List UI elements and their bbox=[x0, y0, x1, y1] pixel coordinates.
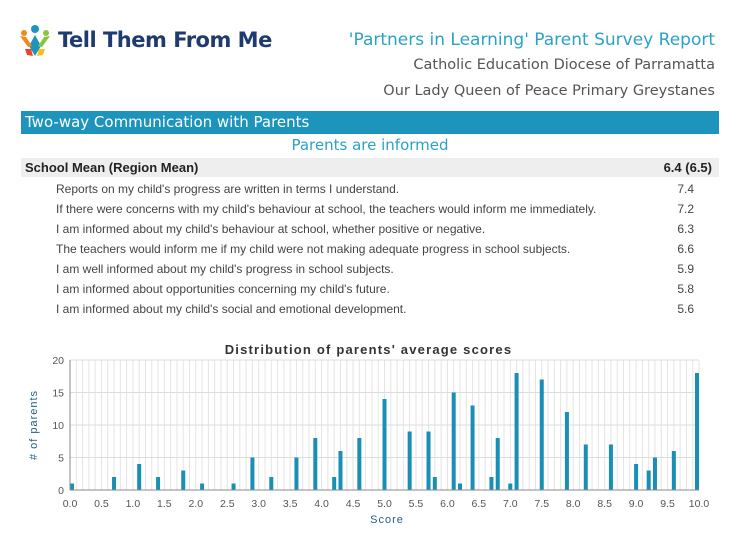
school-mean-value: 6.4 (6.5) bbox=[663, 160, 712, 175]
item-score: 6.3 bbox=[677, 222, 694, 236]
chart-title: Distribution of parents' average scores bbox=[224, 342, 513, 357]
survey-item bbox=[56, 199, 706, 219]
subsection-title: Parents are informed bbox=[291, 136, 449, 154]
x-tick-label: 5.0 bbox=[377, 498, 392, 510]
x-tick-label: 8.5 bbox=[597, 498, 612, 510]
y-tick-label: 5 bbox=[58, 452, 64, 465]
histogram-bar bbox=[609, 445, 613, 491]
histogram-bar bbox=[672, 451, 676, 490]
score-distribution-chart bbox=[0, 350, 737, 536]
x-tick-label: 4.0 bbox=[314, 498, 329, 510]
histogram-bar bbox=[471, 406, 475, 491]
survey-item bbox=[56, 259, 706, 279]
histogram-bar bbox=[540, 380, 544, 491]
section-title: Two-way Communication with Parents bbox=[21, 111, 719, 134]
y-tick-label: 20 bbox=[52, 355, 64, 367]
item-score: 7.2 bbox=[677, 202, 694, 216]
school-mean-row bbox=[21, 158, 719, 177]
x-tick-label: 9.5 bbox=[660, 498, 675, 510]
survey-item bbox=[56, 299, 706, 319]
histogram-bar bbox=[653, 458, 657, 491]
histogram-bar bbox=[156, 477, 160, 490]
people-logo-icon bbox=[18, 22, 52, 58]
histogram-bar bbox=[357, 438, 361, 490]
x-tick-label: 0.5 bbox=[94, 498, 109, 510]
report-header bbox=[349, 28, 715, 104]
histogram-bar bbox=[181, 471, 185, 491]
item-text: Reports on my child's progress are written in terms I understand. bbox=[56, 182, 400, 196]
item-text: I am informed about my child's behaviour at school, whether positive or negative. bbox=[56, 222, 486, 236]
y-tick-label: 0 bbox=[58, 485, 64, 497]
histogram-bar bbox=[383, 399, 387, 490]
item-text: I am informed about opportunities concerning my child's future. bbox=[56, 282, 390, 296]
x-tick-label: 3.5 bbox=[282, 498, 298, 510]
school-name: Our Lady Queen of Peace Primary Greystanes bbox=[383, 83, 715, 99]
item-text: If there were concerns with my child's behaviour at school, the teachers would inform me immediately. bbox=[56, 202, 597, 216]
survey-item bbox=[56, 179, 706, 199]
y-axis-label: # of parents bbox=[28, 389, 40, 461]
item-score: 7.4 bbox=[677, 182, 694, 196]
report-title: 'Partners in Learning' Parent Survey Report bbox=[348, 30, 715, 50]
histogram-bar bbox=[433, 477, 437, 490]
brand-name: Tell Them From Me bbox=[58, 28, 272, 52]
item-score: 5.9 bbox=[677, 262, 694, 276]
x-tick-label: 1.0 bbox=[125, 498, 141, 510]
organization-name: Catholic Education Diocese of Parramatta bbox=[413, 57, 715, 73]
x-tick-label: 2.0 bbox=[188, 498, 204, 510]
x-axis-label: Score bbox=[370, 514, 404, 526]
histogram-bar bbox=[338, 451, 342, 490]
x-tick-label: 2.5 bbox=[219, 498, 235, 510]
item-text: The teachers would inform me if my child were not making adequate progress in school subjects. bbox=[56, 242, 571, 256]
histogram-bar bbox=[313, 438, 317, 490]
x-tick-label: 9.0 bbox=[628, 498, 644, 510]
survey-item bbox=[56, 279, 706, 299]
x-tick-label: 4.5 bbox=[345, 498, 361, 510]
school-mean-label: School Mean (Region Mean) bbox=[25, 160, 199, 175]
x-tick-label: 0.0 bbox=[62, 498, 78, 510]
histogram-bar bbox=[515, 373, 519, 490]
histogram-bar bbox=[70, 484, 74, 491]
histogram-bar bbox=[496, 438, 500, 490]
histogram-bar bbox=[332, 477, 336, 490]
x-tick-label: 3.0 bbox=[251, 498, 267, 510]
x-tick-label: 10.0 bbox=[688, 498, 710, 510]
x-tick-label: 7.5 bbox=[534, 498, 550, 510]
histogram-bar bbox=[647, 471, 651, 491]
item-score: 5.8 bbox=[677, 282, 694, 296]
x-tick-label: 1.5 bbox=[157, 498, 172, 510]
histogram-bar bbox=[232, 484, 236, 491]
histogram-bar bbox=[458, 484, 462, 491]
histogram-bar bbox=[200, 484, 204, 491]
histogram-bar bbox=[427, 432, 431, 491]
histogram-bar bbox=[112, 477, 116, 490]
x-tick-label: 6.0 bbox=[440, 498, 455, 510]
survey-item bbox=[56, 219, 706, 239]
x-tick-label: 6.5 bbox=[471, 498, 487, 510]
brand-logo bbox=[18, 22, 272, 58]
histogram-bar bbox=[269, 477, 273, 490]
histogram-bar bbox=[250, 458, 254, 491]
histogram-bar bbox=[294, 458, 298, 491]
y-tick-label: 10 bbox=[52, 420, 64, 432]
histogram-bar bbox=[508, 484, 512, 491]
item-score: 6.6 bbox=[677, 242, 694, 256]
item-text: I am well informed about my child's progress in school subjects. bbox=[56, 262, 394, 276]
x-tick-label: 8.0 bbox=[565, 498, 581, 510]
histogram-bar bbox=[584, 445, 588, 491]
x-tick-label: 5.5 bbox=[408, 498, 424, 510]
y-tick-label: 15 bbox=[52, 387, 64, 400]
histogram-bar bbox=[565, 412, 569, 490]
survey-item bbox=[56, 239, 706, 259]
x-tick-label: 7.0 bbox=[502, 498, 518, 510]
survey-items bbox=[56, 179, 706, 319]
item-score: 5.6 bbox=[677, 302, 694, 316]
histogram-bar bbox=[137, 464, 141, 490]
histogram-bar bbox=[452, 393, 456, 491]
histogram-bar bbox=[489, 477, 493, 490]
histogram-bar bbox=[408, 432, 412, 491]
histogram-bar bbox=[634, 464, 638, 490]
item-text: I am informed about my child's social and emotional development. bbox=[56, 302, 407, 316]
histogram-bar bbox=[695, 373, 699, 490]
